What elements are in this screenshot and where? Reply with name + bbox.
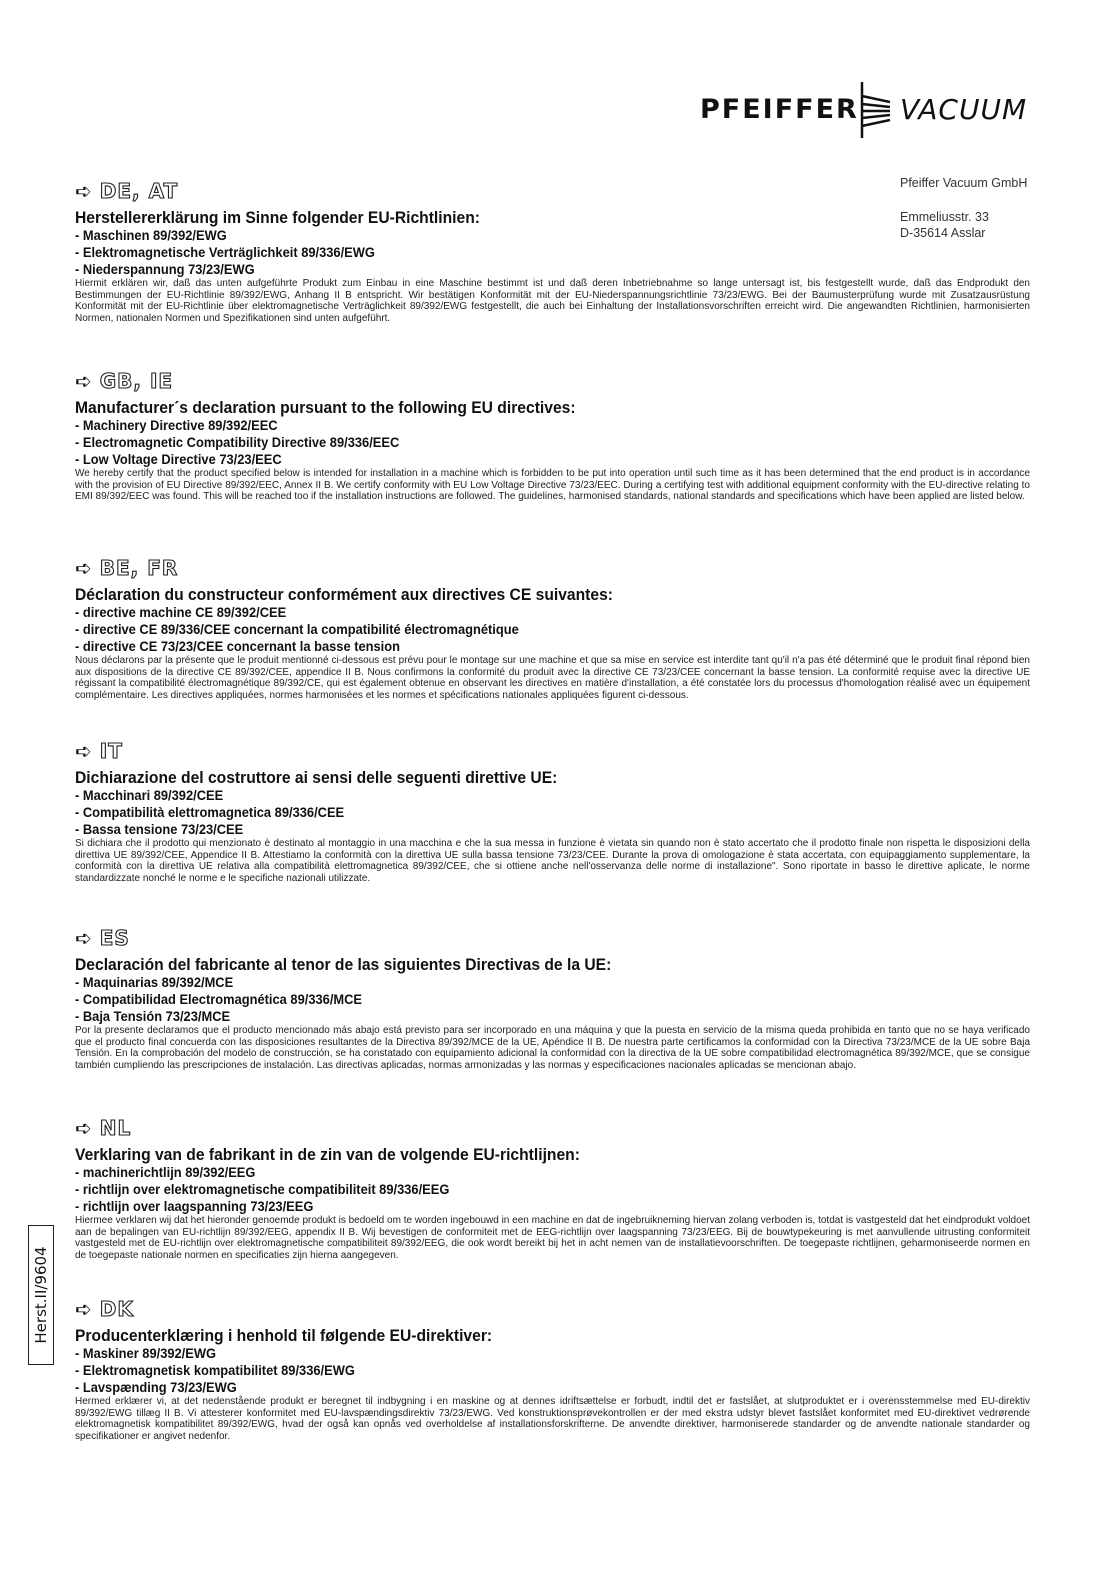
logo-swoosh-icon [852, 80, 892, 140]
directive-line: - Compatibilidad Electromagnética 89/336/MCE [75, 991, 363, 1007]
document-stamp [28, 1225, 54, 1365]
arrow-right-icon: ➪ [75, 556, 92, 580]
country-label [75, 1296, 1035, 1322]
directive-line: - directive CE 89/336/CEE concernant la compatibilité électromagnétique [75, 621, 519, 637]
section-body: Por la presente declaramos que el producto mencionado más abajo está previsto para ser incorporado en una máquina y que la puesta en servicio de la misma queda prohibida en tanto que no se haya verificado que el producto final concuerda con las disposiciones resultantes de la Directiva 89/392/MCE de la UE, Apéndice II B. De nuestra parte certificamos la conformidad con la Directiva 73/23/MCE de la UE sobre Baja Tensión. En la comprobación del modelo de construcción, se ha constatado con equipamiento adicional la conformidad con la directiva de la UE sobre compatibilidad electromagnética 89/392/MCE, que se consigue también cumpliendo las prescripciones de instalación. Las directivas aplicadas, normas armonizadas y las normas y especificaciones nacionales aplicadas se mencionan abajo. [75, 1025, 1030, 1071]
arrow-right-icon: ➪ [75, 369, 92, 393]
section-heading: Dichiarazione del costruttore ai sensi delle seguenti direttive UE: [75, 768, 558, 787]
section-es [75, 925, 1035, 1071]
section-heading: Verklaring van de fabrikant in de zin van de volgende EU-richtlijnen: [75, 1145, 580, 1164]
company-name: Pfeiffer Vacuum GmbH [900, 176, 1028, 190]
directive-line: - Bassa tensione 73/23/CEE [75, 821, 244, 837]
section-de-at [75, 178, 1035, 324]
directive-line: - Compatibilità elettromagnetica 89/336/CEE [75, 804, 345, 820]
country-code: ES [99, 926, 130, 950]
section-body: Si dichiara che il prodotto qui menzionato è destinato al montaggio in una macchina e che la sua messa in funzione è vietata sin quando non è stato accertato che il prodotto finale non rispetta le disposizioni della direttiva UE 89/392/CEE, Appendice II B. Attestiamo la conformità con la direttiva UE sulla bassa tensione 73/23/CEE. Durante la prova di omologazione è stata accertata, con equipaggiamento supplementare, la conformità con la direttiva UE relativa alla compatibilità elettromagnetica 89/392/CEE, che si ottiene anche nell'osservanza delle norme di installazione". Sono riportate in basso le direttive aplicate, le norme standardizzate nonché le norme e le specifiche nazionali utilizzate. [75, 838, 1030, 884]
section-gb-ie [75, 368, 1035, 503]
section-heading: Manufacturer´s declaration pursuant to the following EU directives: [75, 398, 576, 417]
section-body: Hermed erklærer vi, at det nedenstående produkt er beregnet til indbygning i en maskine og at dennes idriftsættelse er forbudt, indtil det er fastslået, at slutproduktet er i overensstemmelse med EU-direktiv 89/392/EWG tillæg II B. Vi attesterer konformitet med EU-lavspændingsdirektiv 73/23/EWG. Ved konstruktionsprøvekontrollen er der med ekstra udstyr blevet fastslået konformitet med EU-direktivet vedrørende elektromagnetisk kompatibilitet 89/392/EWG, hvad der også kan opnås ved overholdelse af installationsforskrifterne. De anvendte direktiver, harmoniserede standarder og de anvendte nationale standarder og specifikationer er angivet nedenfor. [75, 1396, 1030, 1442]
stamp-text: Herst.II/9604 [32, 1246, 50, 1344]
arrow-right-icon: ➪ [75, 1297, 92, 1321]
section-heading: Producenterklæring i henhold til følgende EU-direktiver: [75, 1326, 493, 1345]
directive-line: - richtlijn over laagspanning 73/23/EEG [75, 1198, 314, 1214]
section-heading: Declaración del fabricante al tenor de las siguientes Directivas de la UE: [75, 955, 612, 974]
directive-line: - Electromagnetic Compatibility Directive 89/336/EEC [75, 434, 400, 450]
country-code: BE, FR [99, 556, 179, 580]
directive-line: - Elektromagnetische Verträglichkeit 89/336/EWG [75, 244, 375, 260]
street-address: Emmeliusstr. 33 [900, 210, 989, 224]
pfeiffer-vacuum-logo [700, 80, 1040, 140]
country-code: IT [99, 739, 123, 763]
arrow-right-icon: ➪ [75, 739, 92, 763]
country-label [75, 368, 1035, 394]
directive-line: - Maskiner 89/392/EWG [75, 1345, 217, 1361]
section-be-fr [75, 555, 1035, 701]
country-label [75, 178, 1035, 204]
logo-wordmark-left: PFEIFFER [700, 94, 859, 125]
section-heading: Déclaration du constructeur conformément aux directives CE suivantes: [75, 585, 613, 604]
directive-line: - Machinery Directive 89/392/EEC [75, 417, 278, 433]
directive-line: - directive machine CE 89/392/CEE [75, 604, 287, 620]
directive-line: - directive CE 73/23/CEE concernant la basse tension [75, 638, 400, 654]
country-label [75, 1115, 1035, 1141]
country-code: DE, AT [99, 179, 179, 203]
country-code: GB, IE [99, 369, 174, 393]
logo-wordmark-right: VACUUM [900, 93, 1028, 126]
directive-line: - richtlijn over elektromagnetische compatibiliteit 89/336/EEG [75, 1181, 450, 1197]
arrow-right-icon: ➪ [75, 179, 92, 203]
section-it [75, 738, 1035, 884]
directive-line: - Maquinarias 89/392/MCE [75, 974, 234, 990]
directive-line: - Low Voltage Directive 73/23/EEC [75, 451, 282, 467]
section-body: Hiermit erklären wir, daß das unten aufgeführte Produkt zum Einbau in eine Maschine bestimmt ist und daß deren Inbetriebnahme so lange untersagt ist, bis festgestellt wurde, daß das Endprodukt den Bestimmungen der EU-Richtlinie 89/392/EWG, Anhang II B entspricht. Wir bestätigen Konformität mit der EU-Niederspannungsrichtlinie 73/23/EWG. Bei der Baumusterprüfung wurde mit Zusatzausrüstung Konformität mit der EU-Richtlinie über elektromagnetische Verträglichkeit 89/392/EWG festgestellt, die auch bei Einhaltung der Installationsvorschriften erreicht wird. Die angewandten Richtlinien, harmonisierten Normen, nationalen Normen und Spezifikationen sind unten aufgeführt. [75, 278, 1030, 324]
directive-line: - Lavspænding 73/23/EWG [75, 1379, 237, 1395]
country-code: DK [99, 1297, 134, 1321]
directive-line: - Macchinari 89/392/CEE [75, 787, 224, 803]
section-body: Nous déclarons par la présente que le produit mentionné ci-dessous est prévu pour le montage sur une machine et que sa mise en service est interdite tant qu'il n'a pas été déterminé que le produit final répond bien aux dispositions de la directive CE 89/392/CEE, appendice II B. Nous confirmons la conformité du produit avec la directive CE 73/23/CEE concernant la basse tension. La conformité requise avec la directive UE régissant la compatibilité électromagnétique 89/392/CE, qui est également obtenue en observant les directives en matière d'installation, a été constatée lors du processus d'homologation réalisé avec un équipement complémentaire. Les directives appliquées, normes harmonisées et les normes et spécifications nationales appliquées figurent ci-dessous. [75, 655, 1030, 701]
directive-line: - Maschinen 89/392/EWG [75, 227, 227, 243]
section-heading: Herstellererklärung im Sinne folgender EU-Richtlinien: [75, 208, 480, 227]
section-body: We hereby certify that the product specified below is intended for installation in a machine which is forbidden to be put into operation until such time as it has been determined that the end product is in accordance with the provision of EU Directive 89/392/EEC, Annex II B. We certify conformity with EU Low Voltage Directive 73/23/EEC. During a certifying test with additional equipment conformity with the EU-directive relating to EMI 89/392/EEC was found. This will be reached too if the installation instructions are followed. The guidelines, harmonised standards, national standards and specifications which have been applied are listed below. [75, 468, 1030, 503]
arrow-right-icon: ➪ [75, 1116, 92, 1140]
arrow-right-icon: ➪ [75, 926, 92, 950]
section-dk [75, 1296, 1035, 1442]
directive-line: - machinerichtlijn 89/392/EEG [75, 1164, 256, 1180]
directive-line: - Elektromagnetisk kompatibilitet 89/336/EWG [75, 1362, 355, 1378]
section-body: Hiermee verklaren wij dat het hieronder genoemde produkt is bedoeld om te worden ingebouwd in een machine en dat de ingebruikneming hiervan zolang verboden is, totdat is vastgesteld dat het eindprodukt voldoet aan de bepalingen van EU-richtlijn 89/392/EEG, appendix II B. Wij bevestigen de conformiteit met de EEG-richtlijn over laagspanning 73/23/EEG. Bij de bouwtypekeuring is met aanvullende uitrusting conformiteit vastgesteld met de EU-richtlijn over elektromagnetische compatibiliteit 89/392/EEG, die ook wordt bereikt bij het in acht nemen van de installatievoorschriften. De toegepaste richtlijnen, geharmoniseerde normen en de toegepaste nationale normen en specificaties zijn hierna aangegeven. [75, 1215, 1030, 1261]
country-label [75, 555, 1035, 581]
city-address: D-35614 Asslar [900, 226, 986, 240]
section-nl [75, 1115, 1035, 1261]
directive-line: - Niederspannung 73/23/EWG [75, 261, 255, 277]
country-label [75, 738, 1035, 764]
country-label [75, 925, 1035, 951]
country-code: NL [99, 1116, 132, 1140]
directive-line: - Baja Tensión 73/23/MCE [75, 1008, 231, 1024]
